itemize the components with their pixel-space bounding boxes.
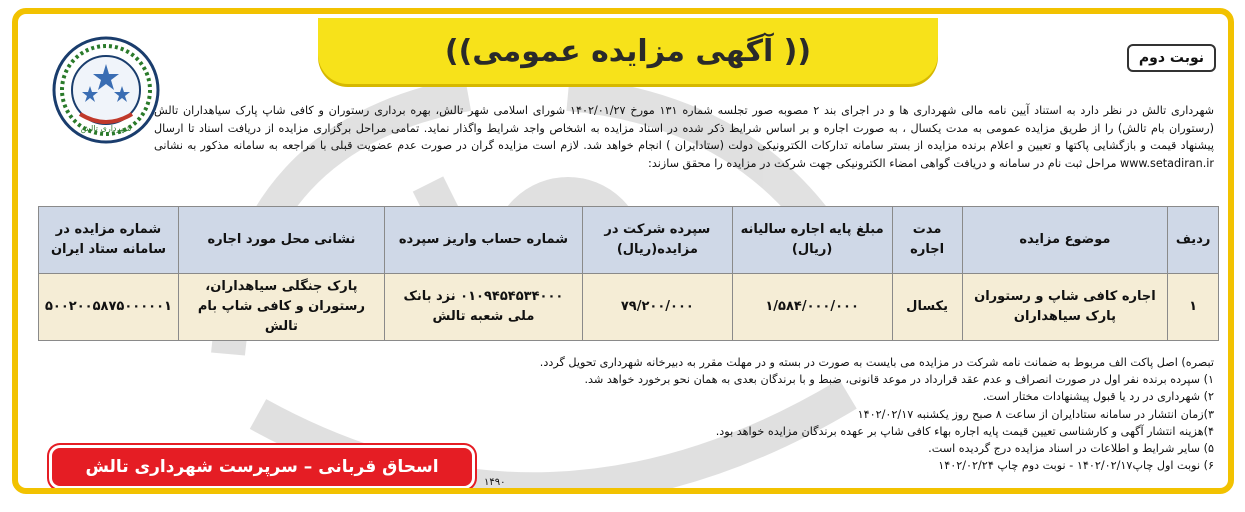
note-item: ۱) سپرده برنده نفر اول در صورت انصراف و عدم عقد قرارداد در موعد قانونی، ضبط و با برندگان بعدی به همان نحو برخورد خواهد شد. <box>584 373 1214 387</box>
header-address: نشانی محل مورد اجاره <box>178 207 384 274</box>
signature-text: اسحاق قربانی – سرپرست شهرداری تالش <box>85 457 439 477</box>
notice-frame <box>12 8 1234 494</box>
cell-deposit: ۷۹/۲۰۰/۰۰۰ <box>583 274 733 341</box>
table-row <box>39 274 1219 341</box>
header-duration: مدت اجاره <box>892 207 962 274</box>
logo-caption: شهرداری تالش <box>80 124 132 133</box>
header-subject: موضوع مزایده <box>962 207 1168 274</box>
cell-duration: یکسال <box>892 274 962 341</box>
signature-box <box>52 448 472 486</box>
note-item: تبصره) اصل پاکت الف مربوط به ضمانت نامه شرکت در مزایده می بایست به صورت در بسته و در مهلت مقرر به دبیرخانه شهرداری تحویل گردد. <box>539 356 1214 369</box>
header-deposit: سپرده شرکت در مزایده(ریال) <box>583 207 733 274</box>
cell-setad-number: ۵۰۰۲۰۰۵۸۷۵۰۰۰۰۰۱ <box>39 274 179 341</box>
cell-account: ۰۱۰۹۴۵۴۵۳۴۰۰۰ نزد بانک ملی شعبه تالش <box>384 274 582 341</box>
header-base-rent: مبلغ پایه اجاره سالیانه (ریال) <box>732 207 892 274</box>
cell-subject: اجاره کافی شاپ و رستوران پارک سیاهداران <box>962 274 1168 341</box>
header-account: شماره حساب واریز سپرده <box>384 207 582 274</box>
auction-table <box>38 206 1219 341</box>
title-banner <box>318 18 938 84</box>
header-row-number: ردیف <box>1168 207 1219 274</box>
note-item: ۳)زمان انتشار در سامانه ستادایران از ساعت ۸ صبح روز یکشنبه ۱۴۰۲/۰۲/۱۷ <box>857 407 1214 421</box>
note-item: ۴)هزینه انتشار آگهی و کارشناسی تعیین قیمت پایه اجاره بهاء کافی شاپ بر عهده برندگان مزایده خواهد بود. <box>715 424 1214 438</box>
cell-row-number: ۱ <box>1168 274 1219 341</box>
cell-address: پارک جنگلی سیاهداران، رستوران و کافی شاپ بام تالش <box>178 274 384 341</box>
notes-list <box>514 354 1214 474</box>
note-item: ۲) شهرداری در رد یا قبول پیشنهادات مختار است. <box>982 390 1214 404</box>
table-header-row <box>39 207 1219 274</box>
notice-title: (( آگهی مزایده عمومی)) <box>444 33 812 69</box>
note-item: ۵) سایر شرایط و اطلاعات در اسناد مزایده درج گردیده است. <box>928 442 1214 456</box>
notice-code: ۱۴۹۰ <box>484 477 506 488</box>
intro-paragraph: شهرداری تالش در نظر دارد به استناد آیین نامه مالی شهرداری ها و در اجرای بند ۲ مصوبه صور تجلسه شماره ۱۳۱ مورخ ۱۴۰۲/۰۱/۲۷ شورای اسلامی شهر تالش، بهره برداری رستوران و کافی شاپ پارک سیاهداران تالش (رستوران بام تالش) را از طریق مزایده عمومی به مدت یکسال ، به صورت اجاره و بر اساس شرایط ذکر شده در اسناد مزایده به اشخاص واجد شرایط واگذار نماید. تمامی مراحل برگزاری مزایده از دریافت اسناد تا ارسال پیشنهاد قیمت و بازگشایی پاکتها و تعیین و اعلام برنده مزایده از بستر سامانه تدارکات الکترونیکی دولت (ستادایران ) انجام خواهد شد. لازم است مزایده گران در صورت عدم عضویت قبلی با مراجعه به سامانه مذکور به نشانی www.setadiran.ir مراحل ثبت نام در سامانه و دریافت گواهی امضاء الکترونیکی جهت شرکت در مزایده را محقق سازند: <box>154 104 1214 170</box>
note-item: ۶) نوبت اول چاپ۱۴۰۲/۰۲/۱۷ - نوبت دوم چاپ ۱۴۰۲/۰۲/۲۴ <box>938 459 1214 473</box>
header-setad-number: شماره مزایده در سامانه ستاد ایران <box>39 207 179 274</box>
cell-base-rent: ۱/۵۸۴/۰۰۰/۰۰۰ <box>732 274 892 341</box>
round-badge: نوبت دوم <box>1127 44 1216 72</box>
